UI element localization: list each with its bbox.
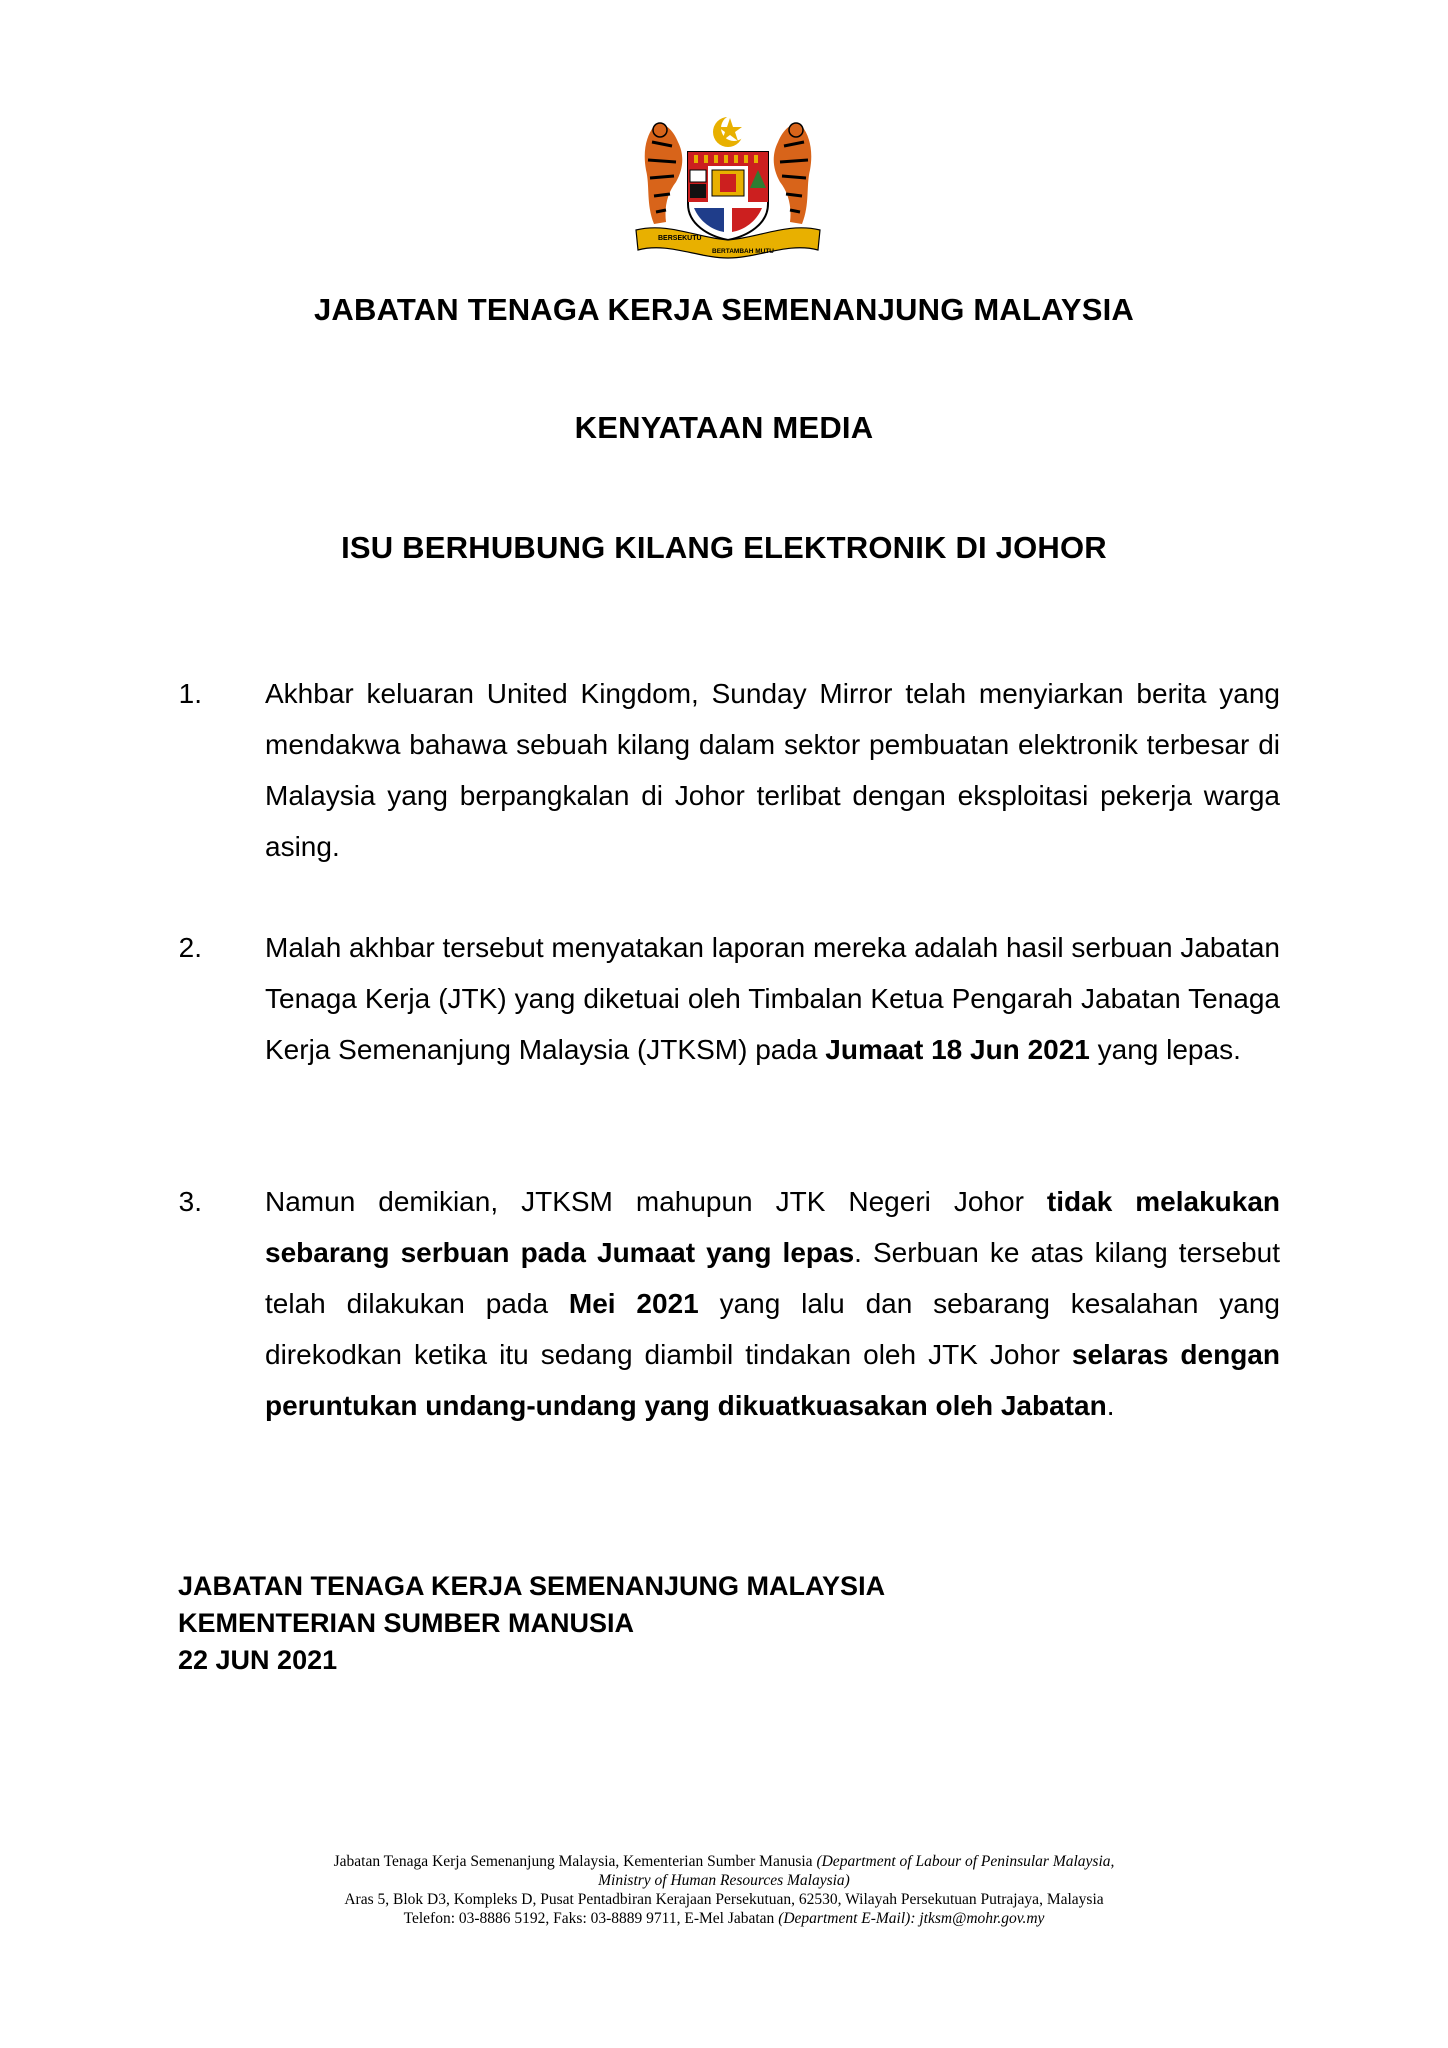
paragraph-3 bbox=[172, 1176, 1280, 1431]
footer-text: Jabatan Tenaga Kerja Semenanjung Malaysia, Kementerian Sumber Manusia bbox=[333, 1853, 817, 1870]
paragraph-bold-span: tidak melakukan sebarang serbuan pada Jumaat yang lepas bbox=[265, 1186, 1281, 1268]
motto-right-text: BERTAMBAH MUTU bbox=[712, 248, 774, 255]
crescent-star-icon bbox=[713, 115, 747, 147]
paragraph-text-span: . bbox=[1106, 1390, 1115, 1421]
paragraph-text bbox=[265, 922, 1280, 1075]
motto-left-text: BERSEKUTU bbox=[658, 235, 702, 242]
paragraph-number: 1. bbox=[178, 678, 202, 709]
footer-text: Telefon: 03-8886 5192, Faks: 03-8889 9711, E-Mel Jabatan bbox=[403, 1910, 779, 1927]
paragraph-1 bbox=[172, 668, 1280, 872]
paragraph-text-span: yang lepas. bbox=[1089, 1034, 1241, 1065]
paragraph-text-span: Malah akhbar tersebut menyatakan laporan mereka adalah hasil serbuan Jabatan Tenaga Kerja (JTK) yang diketuai oleh Timbalan Ketua Pengarah Jabatan Tenaga Kerja Semenanjung Malaysia (JTKSM) pada bbox=[265, 932, 1280, 1065]
paragraph-bold-span: selaras dengan peruntukan undang-undang yang dikuatkuasakan oleh Jabatan bbox=[265, 1339, 1280, 1421]
paragraph-text-span: . Serbuan ke atas kilang tersebut telah dilakukan pada bbox=[265, 1237, 1280, 1319]
footer-italic-text: (Department of Labour of Peninsular Malaysia, bbox=[816, 1853, 1115, 1870]
right-tiger-icon bbox=[774, 123, 812, 224]
malaysia-coat-of-arms-logo bbox=[628, 112, 828, 262]
signature-date: 22 JUN 2021 bbox=[178, 1645, 338, 1675]
paragraph-text-span: yang lalu dan sebarang kesalahan yang direkodkan ketika itu sedang diambil tindakan oleh JTK Johor bbox=[265, 1288, 1281, 1370]
paragraph-text-span: Namun demikian, JTKSM mahupun JTK Negeri Johor bbox=[265, 1186, 1047, 1217]
page-footer bbox=[0, 1852, 1448, 1928]
paragraph-number: 3. bbox=[178, 1186, 202, 1217]
signature-block bbox=[178, 1568, 885, 1679]
department-heading: JABATAN TENAGA KERJA SEMENANJUNG MALAYSIA bbox=[313, 292, 1134, 327]
paragraph-2 bbox=[172, 922, 1280, 1075]
signature-ministry: KEMENTERIAN SUMBER MANUSIA bbox=[178, 1608, 635, 1638]
footer-contact bbox=[0, 1909, 1448, 1928]
paragraph-text-span: Akhbar keluaran United Kingdom, Sunday Mirror telah menyiarkan berita yang mendakwa bahawa sebuah kilang dalam sektor pembuatan elektronik terbesar di Malaysia yang berpangkalan di Johor terlibat dengan eksploitasi pekerja warga asing. bbox=[265, 678, 1280, 862]
shield-icon bbox=[688, 152, 768, 240]
paragraph-text bbox=[265, 668, 1280, 872]
document-type-heading: KENYATAAN MEDIA bbox=[574, 410, 874, 445]
paragraph-bold-span: Mei 2021 bbox=[568, 1288, 699, 1319]
left-tiger-icon bbox=[645, 123, 683, 224]
footer-line-2 bbox=[0, 1871, 1448, 1890]
footer-line-1 bbox=[0, 1852, 1448, 1871]
paragraph-bold-span: Jumaat 18 Jun 2021 bbox=[825, 1034, 1090, 1065]
paragraph-text bbox=[265, 1176, 1280, 1431]
paragraph-number: 2. bbox=[178, 932, 202, 963]
footer-italic-text: Ministry of Human Resources Malaysia) bbox=[598, 1872, 850, 1889]
signature-department: JABATAN TENAGA KERJA SEMENANJUNG MALAYSIA bbox=[178, 1571, 886, 1601]
subject-heading: ISU BERHUBUNG KILANG ELEKTRONIK DI JOHOR bbox=[341, 530, 1107, 565]
footer-address: Aras 5, Blok D3, Kompleks D, Pusat Pentadbiran Kerajaan Persekutuan, 62530, Wilayah Persekutuan Putrajaya, Malaysia bbox=[344, 1891, 1104, 1908]
footer-email-text: (Department E-Mail): jtksm@mohr.gov.my bbox=[778, 1910, 1045, 1927]
